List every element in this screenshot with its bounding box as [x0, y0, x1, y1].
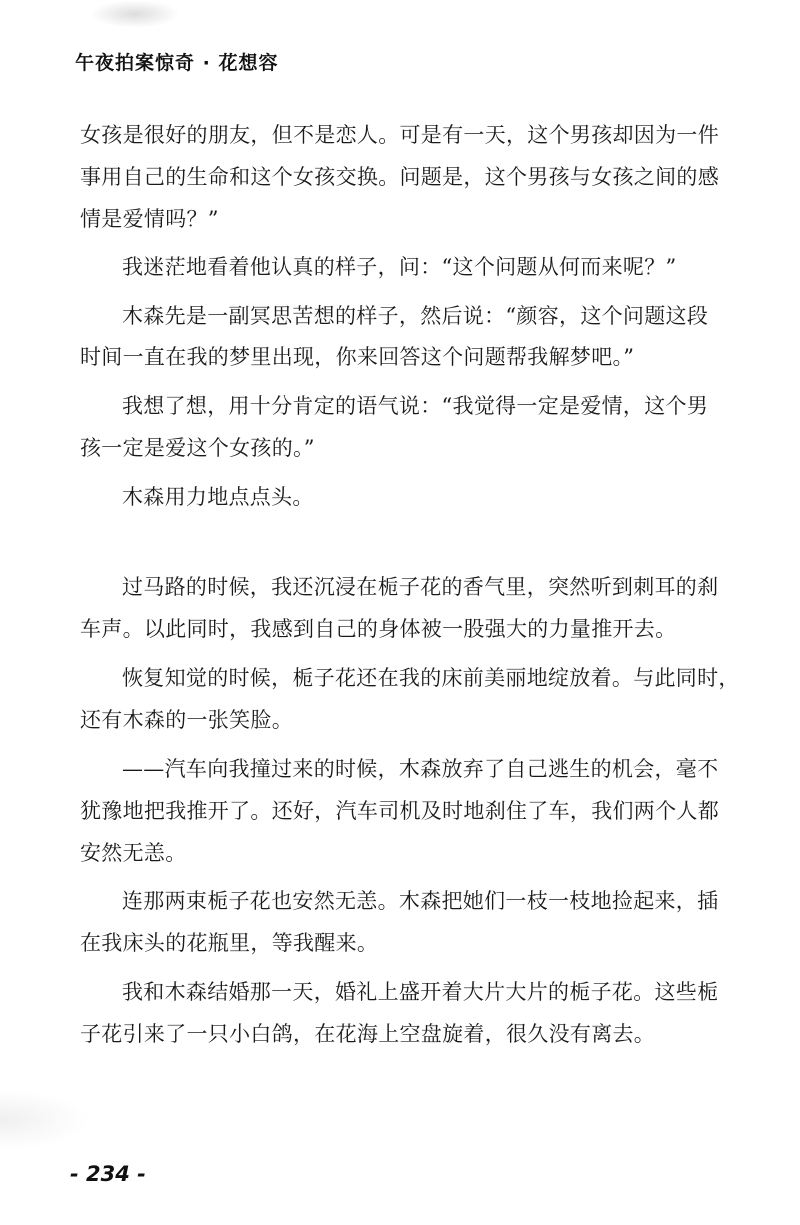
text-line: 恢复知觉的时候，栀子花还在我的床前美丽地绽放着。与此同时， — [122, 666, 740, 690]
running-title: 午夜拍案惊奇 · 花想容 — [75, 52, 279, 74]
text-line: 木森用力地点点头。 — [122, 485, 314, 509]
text-line: 女孩是很好的朋友，但不是恋人。可是有一天，这个男孩却因为一件 — [80, 123, 719, 147]
text-line: 车声。以此同时，我感到自己的身体被一股强大的力量推开去。 — [80, 617, 677, 641]
text-line: 时间一直在我的梦里出现，你来回答这个问题帮我解梦吧。” — [80, 345, 635, 369]
text-line: 情是爱情吗？” — [80, 207, 219, 231]
text-line: 安然无恙。 — [80, 841, 187, 865]
page-number: - 234 - — [70, 1162, 146, 1186]
text-line: 我和木森结婚那一天，婚礼上盛开着大片大片的栀子花。这些栀 — [122, 980, 719, 1004]
text-line: 事用自己的生命和这个女孩交换。问题是，这个男孩与女孩之间的感 — [80, 165, 719, 189]
text-line: 我迷茫地看着他认真的样子，问：“这个问题从何而来呢？” — [122, 255, 677, 279]
text-line: ——汽车向我撞过来的时候，木森放弃了自己逃生的机会，毫不 — [122, 757, 719, 781]
text-line: 孩一定是爱这个女孩的。” — [80, 436, 315, 460]
text-line: 犹豫地把我推开了。还好，汽车司机及时地刹住了车，我们两个人都 — [80, 799, 719, 823]
text-line: 我想了想，用十分肯定的语气说：“我觉得一定是爱情，这个男 — [122, 394, 709, 418]
text-line: 过马路的时候，我还沉浸在栀子花的香气里，突然听到刺耳的刹 — [122, 575, 719, 599]
scan-artifact — [0, 1090, 90, 1150]
text-line: 还有木森的一张笑脸。 — [80, 708, 293, 732]
text-line: 在我床头的花瓶里，等我醒来。 — [80, 931, 379, 955]
text-line: 子花引来了一只小白鸽，在花海上空盘旋着，很久没有离去。 — [80, 1022, 656, 1046]
text-line: 连那两束栀子花也安然无恙。木森把她们一枝一枝地捡起来，插 — [122, 889, 719, 913]
scan-artifact — [90, 0, 180, 28]
text-line: 木森先是一副冥思苦想的样子，然后说：“颜容，这个问题这段 — [122, 304, 709, 328]
